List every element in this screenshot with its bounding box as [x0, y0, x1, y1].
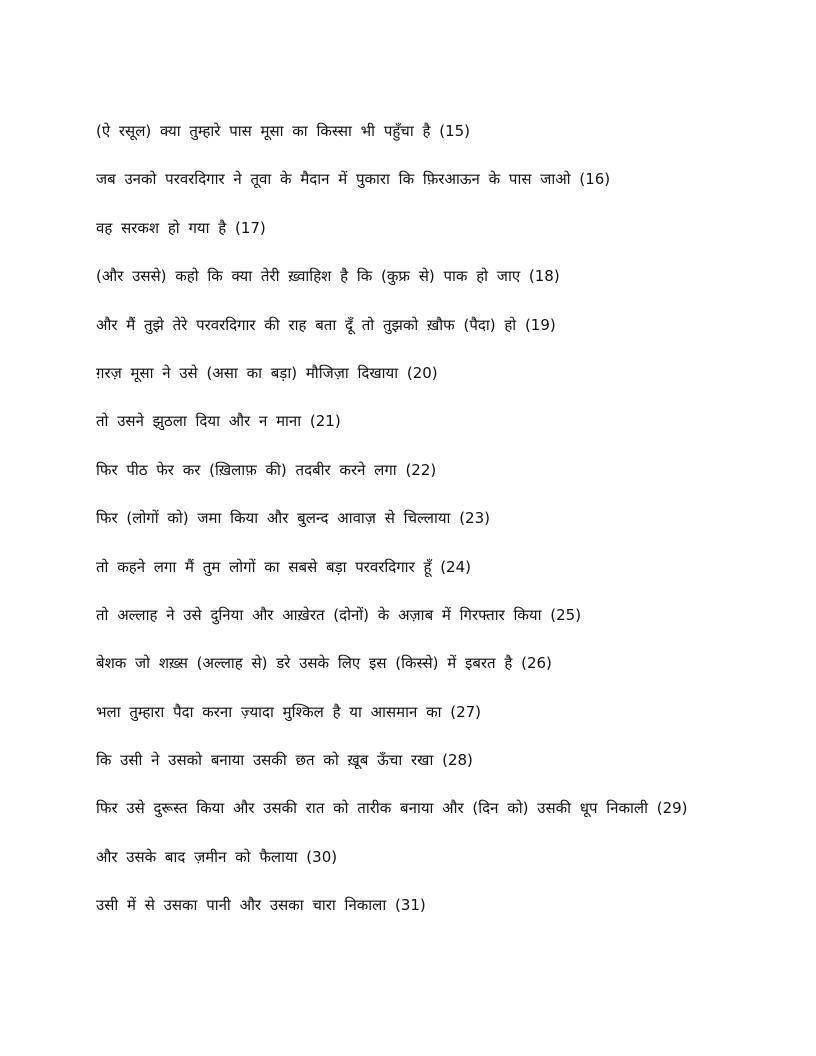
verse-list: [96, 117, 776, 940]
verse-line: और मैं तुझे तेरे परवरदिगार की राह बता दूँ तो तुझको ख़ौफ (पैदा) हो (19): [96, 315, 556, 334]
verse-line: कि उसी ने उसको बनाया उसकी छत को ख़ूब ऊँचा रखा (28): [96, 751, 473, 770]
verse-line: उसी में से उसका पानी और उसका चारा निकाला (31): [96, 896, 426, 915]
verse-line: वह सरकश हो गया है (17): [96, 218, 266, 237]
verse-line: और उसके बाद ज़मीन को फैलाया (30): [96, 847, 338, 866]
verse-line: तो कहने लगा मैं तुम लोगों का सबसे बड़ा परवरदिगार हूँ (24): [96, 557, 471, 576]
verse-line: (और उससे) कहो कि क्या तेरी ख़्वाहिश है कि (कुफ्र से) पाक हो जाए (18): [96, 267, 560, 286]
verse-line: (ऐ रसूल) क्या तुम्हारे पास मूसा का किस्सा भी पहुँचा है (15): [96, 122, 471, 140]
verse-line: तो अल्लाह ने उसे दुनिया और आख़ेरत (दोनों) के अज़ाब में गिरफ्तार किया (25): [96, 605, 582, 624]
verse-line: भला तुम्हारा पैदा करना ज़्यादा मुश्किल है या आसमान का (27): [96, 702, 482, 721]
verse-line: फिर पीठ फेर कर (ख़िलाफ़ की) तदबीर करने लगा (22): [96, 460, 437, 479]
verse-line: ग़रज़ मूसा ने उसे (असा का बड़ा) मौजिज़ा दिखाया (20): [96, 363, 438, 382]
verse-line: फिर उसे दुरूस्त किया और उसकी रात को तारीक बनाया और (दिन को) उसकी धूप निकाली (29): [96, 799, 688, 818]
verse-line: बेशक जो शख़्स (अल्लाह से) डरे उसके लिए इस (किस्से) में इबरत है (26): [96, 654, 552, 673]
verse-line: तो उसने झुठला दिया और न माना (21): [96, 412, 341, 431]
verse-line: जब उनको परवरदिगार ने तूवा के मैदान में पुकारा कि फ़िरआऊन के पास जाओ (16): [96, 170, 611, 189]
verse-line: फिर (लोगों को) जमा किया और बुलन्द आवाज़ से चिल्लाया (23): [96, 509, 490, 528]
